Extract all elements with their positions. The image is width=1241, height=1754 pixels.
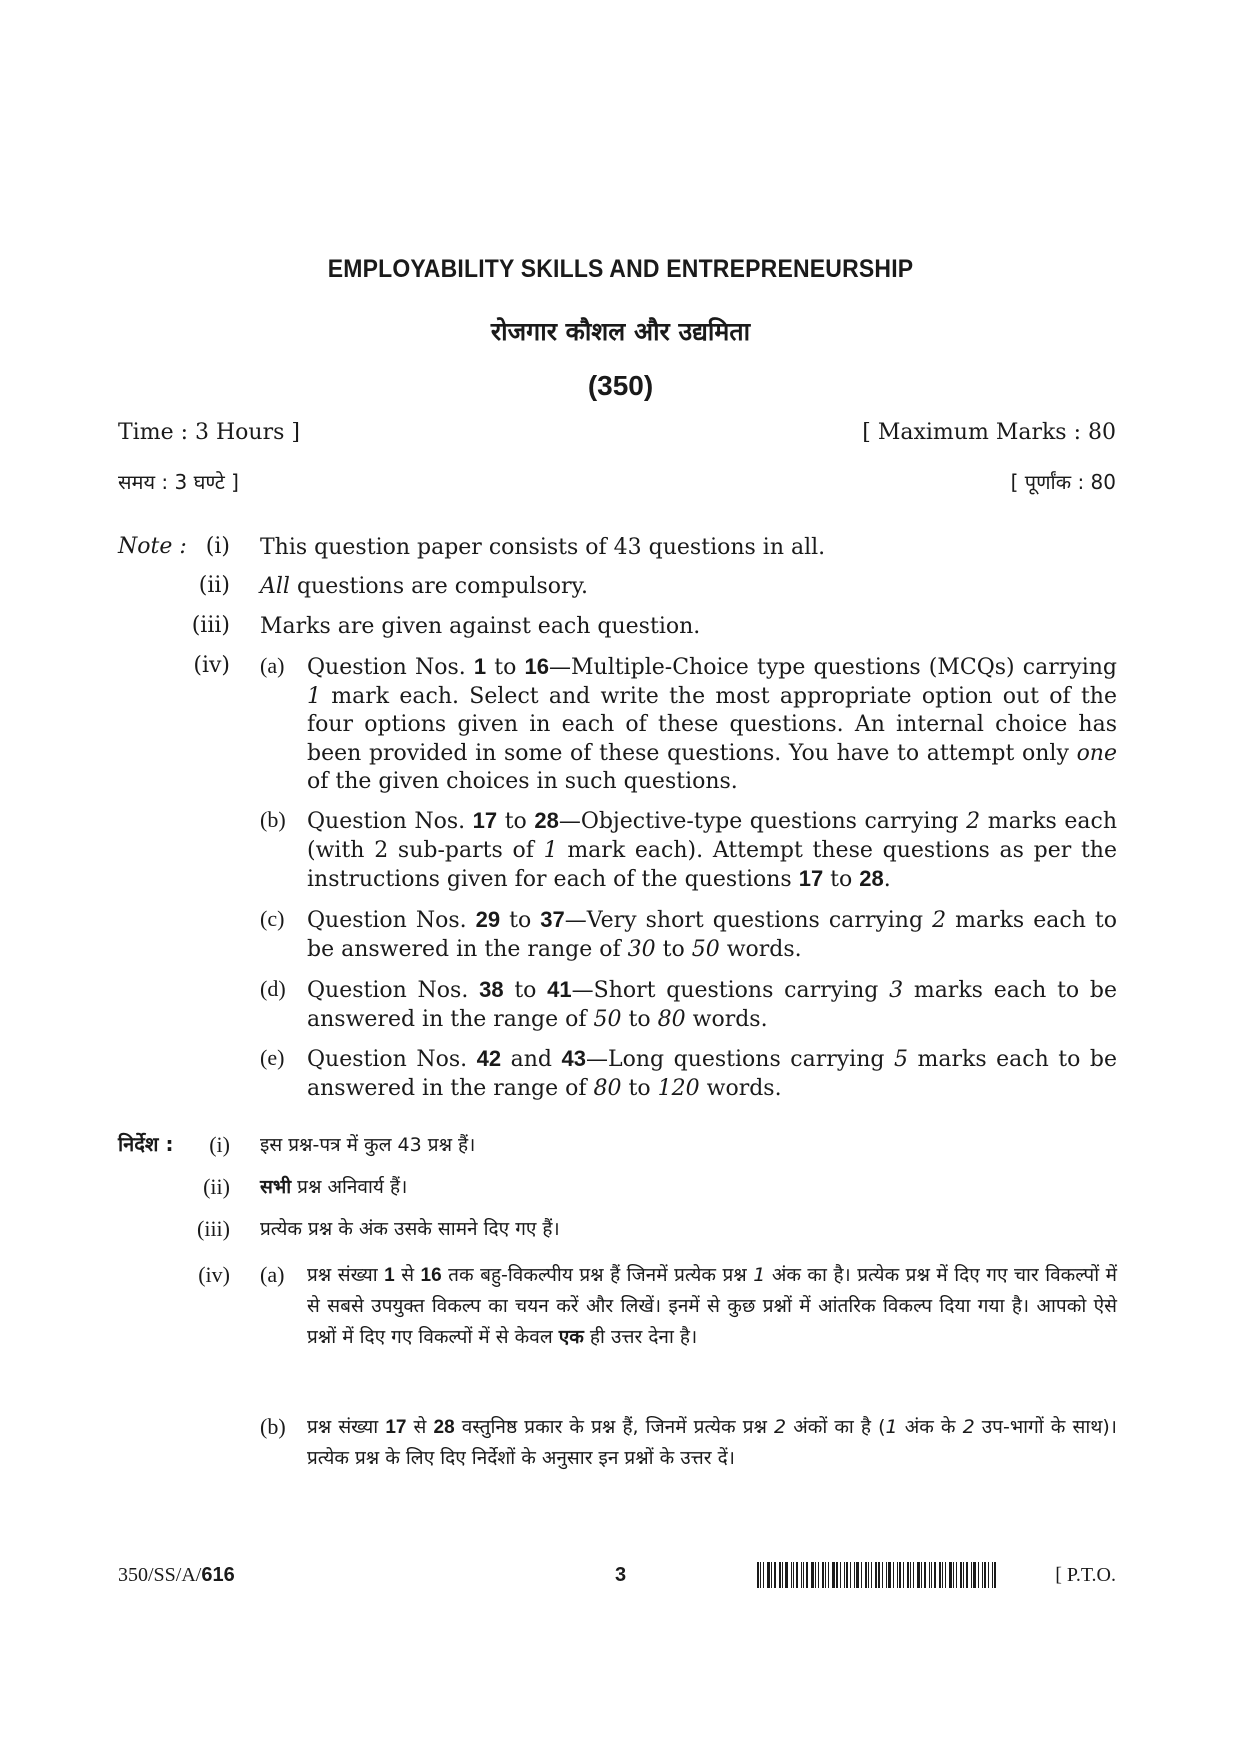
paper-code: 350/SS/A/616 bbox=[118, 1564, 235, 1586]
marks-hindi: [ पूर्णांक : 80 bbox=[1010, 470, 1116, 494]
sub-label: (b) bbox=[260, 807, 286, 832]
note-hindi-item-1: इस प्रश्न-पत्र में कुल 43 प्रश्न हैं। bbox=[260, 1134, 476, 1156]
subject-code: (350) bbox=[587, 370, 654, 401]
paper-title: EMPLOYABILITY SKILLS AND ENTREPRENEURSHIP bbox=[327, 255, 914, 283]
note-num: (iv) bbox=[193, 653, 230, 678]
barcode bbox=[757, 1562, 1017, 1588]
note-sub-e: Question Nos. 42 and 43—Long questions carrying 5 marks each to be answered in the range of 80 to 120 words. bbox=[307, 1046, 1117, 1101]
note-num: (ii) bbox=[198, 573, 230, 598]
note-item-1: This question paper consists of 43 questions in all. bbox=[260, 535, 826, 560]
note-num: (iii) bbox=[197, 1216, 230, 1241]
note-sub-a: Question Nos. 1 to 16—Multiple-Choice type questions (MCQs) carrying 1 mark each. Select and write the most appropriate option out of the four options given in each of these questions. An internal choice has been provided in some of these questions. You have to attempt only one of the given choices in such questions. bbox=[307, 654, 1117, 794]
note-label: Note : bbox=[118, 534, 187, 559]
note-num: (iv) bbox=[198, 1262, 230, 1287]
page-number: 3 bbox=[614, 1564, 627, 1586]
note-sub-d: Question Nos. 38 to 41—Short questions carrying 3 marks each to be answered in the range of 50 to 80 words. bbox=[307, 977, 1118, 1032]
paper-title-hindi: रोजगार कौशल और उद्यमिता bbox=[490, 317, 751, 346]
sub-label: (a) bbox=[260, 653, 285, 678]
note-sub-c: Question Nos. 29 to 37—Very short questions carrying 2 marks each to be answered in the range of 30 to 50 words. bbox=[307, 907, 1117, 962]
pto-label: [ P.T.O. bbox=[1055, 1564, 1116, 1586]
sub-label: (c) bbox=[260, 906, 285, 931]
note-hindi-sub-a: प्रश्न संख्या 1 से 16 तक बहु-विकल्पीय प्रश्न हैं जिनमें प्रत्येक प्रश्न 1 अंक का है। प्रत्येक प्रश्न में दिए गए चार विकल्पों में से सबसे उपयुक्त विकल्प का चयन करें और लिखें। इनमें से कुछ प्रश्नों में आंतरिक विकल्प दिया गया है। आपको ऐसे प्रश्नों में दिए गए विकल्पों में से केवल एक ही उत्तर देना है। bbox=[307, 1264, 1117, 1348]
time-english: Time : 3 Hours ] bbox=[118, 420, 300, 445]
note-item-3: Marks are given against each question. bbox=[260, 614, 701, 639]
sub-label: (e) bbox=[260, 1045, 285, 1070]
marks-english: [ Maximum Marks : 80 bbox=[862, 420, 1116, 445]
note-num: (i) bbox=[205, 534, 230, 559]
note-item-2: All questions are compulsory. bbox=[260, 574, 589, 599]
sub-label: (d) bbox=[260, 976, 286, 1001]
note-sub-b: Question Nos. 17 to 28—Objective-type questions carrying 2 marks each (with 2 sub-parts of 1 mark each). Attempt these questions as per the instructions given for each of the questions 17 to 28. bbox=[307, 808, 1117, 892]
note-label-hindi: निर्देश : bbox=[118, 1132, 174, 1156]
note-hindi-item-2: सभी प्रश्न अनिवार्य हैं। bbox=[260, 1176, 408, 1198]
time-hindi: समय : 3 घण्टे ] bbox=[118, 470, 239, 494]
sub-label: (a) bbox=[260, 1262, 285, 1287]
sub-label: (b) bbox=[260, 1414, 286, 1439]
note-num: (i) bbox=[209, 1132, 230, 1157]
note-hindi-sub-b: प्रश्न संख्या 17 से 28 वस्तुनिष्ठ प्रकार के प्रश्न हैं, जिनमें प्रत्येक प्रश्न 2 अंकों का है (1 अंक के 2 उप-भागों के साथ)। प्रत्येक प्रश्न के लिए दिए निर्देशों के अनुसार इन प्रश्नों के उत्तर दें। bbox=[307, 1416, 1117, 1469]
note-num: (iii) bbox=[191, 613, 230, 638]
note-num: (ii) bbox=[203, 1174, 230, 1199]
note-hindi-item-3: प्रत्येक प्रश्न के अंक उसके सामने दिए गए हैं। bbox=[260, 1218, 560, 1240]
